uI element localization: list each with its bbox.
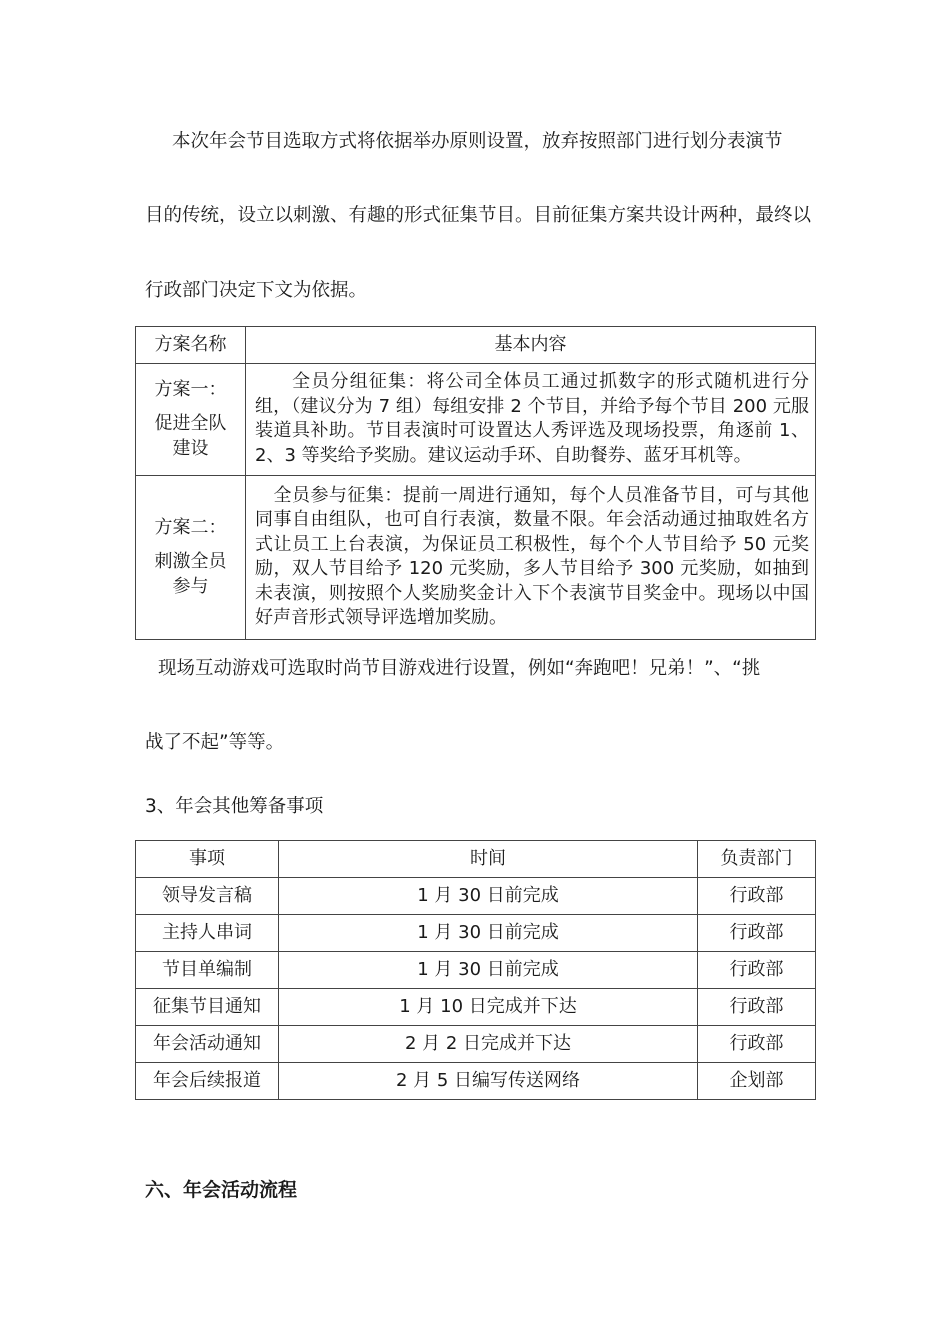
task-item: 年会活动通知	[136, 1026, 279, 1063]
task-time: 1 月 30 日前完成	[279, 915, 698, 952]
task-time: 1 月 10 日完成并下达	[279, 989, 698, 1026]
task-dept: 企划部	[698, 1063, 816, 1100]
plan-table	[135, 326, 816, 640]
table-row	[136, 915, 816, 952]
plan-content-cell	[246, 476, 816, 640]
task-table-header	[136, 841, 816, 878]
intro-line-2: 目的传统，设立以刺激、有趣的形式征集节目。目前征集方案共设计两种，最终以	[145, 205, 812, 226]
plan-content: 全员分组征集：将公司全体员工通过抓数字的形式随机进行分组，（建议分为 7 组）每组安排 2 个节目，并给予每个节目 200 元服装道具补助。节目表演时可设置达人秀评选及现场投票，角逐前 1、2、3 等奖给予奖励。建议运动手环、自助餐券、蓝牙耳机等。	[255, 371, 809, 466]
task-time: 1 月 30 日前完成	[279, 952, 698, 989]
plan-title-line-1: 促进全队	[154, 413, 227, 435]
table-row	[136, 878, 816, 915]
interactive-line-1: 现场互动游戏可选取时尚节目游戏进行设置，例如“奔跑吧！兄弟！”、“挑	[158, 658, 761, 679]
plan-content: 全员参与征集：提前一周进行通知，每个人员准备节目，可与其他同事自由组队，也可自行表演，数量不限。年会活动通过抽取姓名方式让员工上台表演，为保证员工积极性，每个个人节目给予 50 元奖励，双人节目给予 120 元奖励，多人节目给予 300 元奖励，如抽到未表演，则按照个人奖励奖金计入下个表演节目奖金中。现场以中国好声音形式领导评选增加奖励。	[255, 484, 809, 628]
intro-line-3: 行政部门决定下文为依据。	[145, 280, 368, 301]
task-item: 年会后续报道	[136, 1063, 279, 1100]
plan-content-cell	[246, 364, 816, 476]
plan-title-line-2: 参与	[172, 575, 209, 597]
table-row	[136, 952, 816, 989]
table-row	[136, 1026, 816, 1063]
task-dept: 行政部	[698, 878, 816, 915]
plan-header-content: 基本内容	[246, 327, 816, 364]
table-row	[136, 1063, 816, 1100]
task-header-time: 时间	[279, 841, 698, 878]
task-table	[135, 840, 816, 1100]
task-header-item: 事项	[136, 841, 279, 878]
task-item: 领导发言稿	[136, 878, 279, 915]
section-3-title: 3、年会其他筹备事项	[145, 796, 324, 817]
interactive-line-2: 战了不起”等等。	[145, 732, 285, 753]
task-item: 征集节目通知	[136, 989, 279, 1026]
intro-line-1: 本次年会节目选取方式将依据举办原则设置，放弃按照部门进行划分表演节	[172, 131, 783, 152]
plan-name-cell	[136, 476, 246, 640]
task-time: 2 月 2 日完成并下达	[279, 1026, 698, 1063]
plan-label: 方案二：	[154, 516, 227, 538]
plan-label: 方案一：	[154, 378, 227, 400]
plan-row	[136, 476, 816, 640]
task-dept: 行政部	[698, 915, 816, 952]
task-item: 节目单编制	[136, 952, 279, 989]
plan-row	[136, 364, 816, 476]
table-row	[136, 989, 816, 1026]
section-6-heading: 六、年会活动流程	[145, 1179, 298, 1201]
task-dept: 行政部	[698, 1026, 816, 1063]
task-item: 主持人串词	[136, 915, 279, 952]
plan-table-header	[136, 327, 816, 364]
plan-title-line-2: 建设	[172, 437, 209, 459]
task-dept: 行政部	[698, 952, 816, 989]
task-header-dept: 负责部门	[698, 841, 816, 878]
plan-name-cell	[136, 364, 246, 476]
plan-title-line-1: 刺激全员	[154, 551, 227, 573]
task-time: 2 月 5 日编写传送网络	[279, 1063, 698, 1100]
task-dept: 行政部	[698, 989, 816, 1026]
plan-header-name: 方案名称	[136, 327, 246, 364]
task-time: 1 月 30 日前完成	[279, 878, 698, 915]
